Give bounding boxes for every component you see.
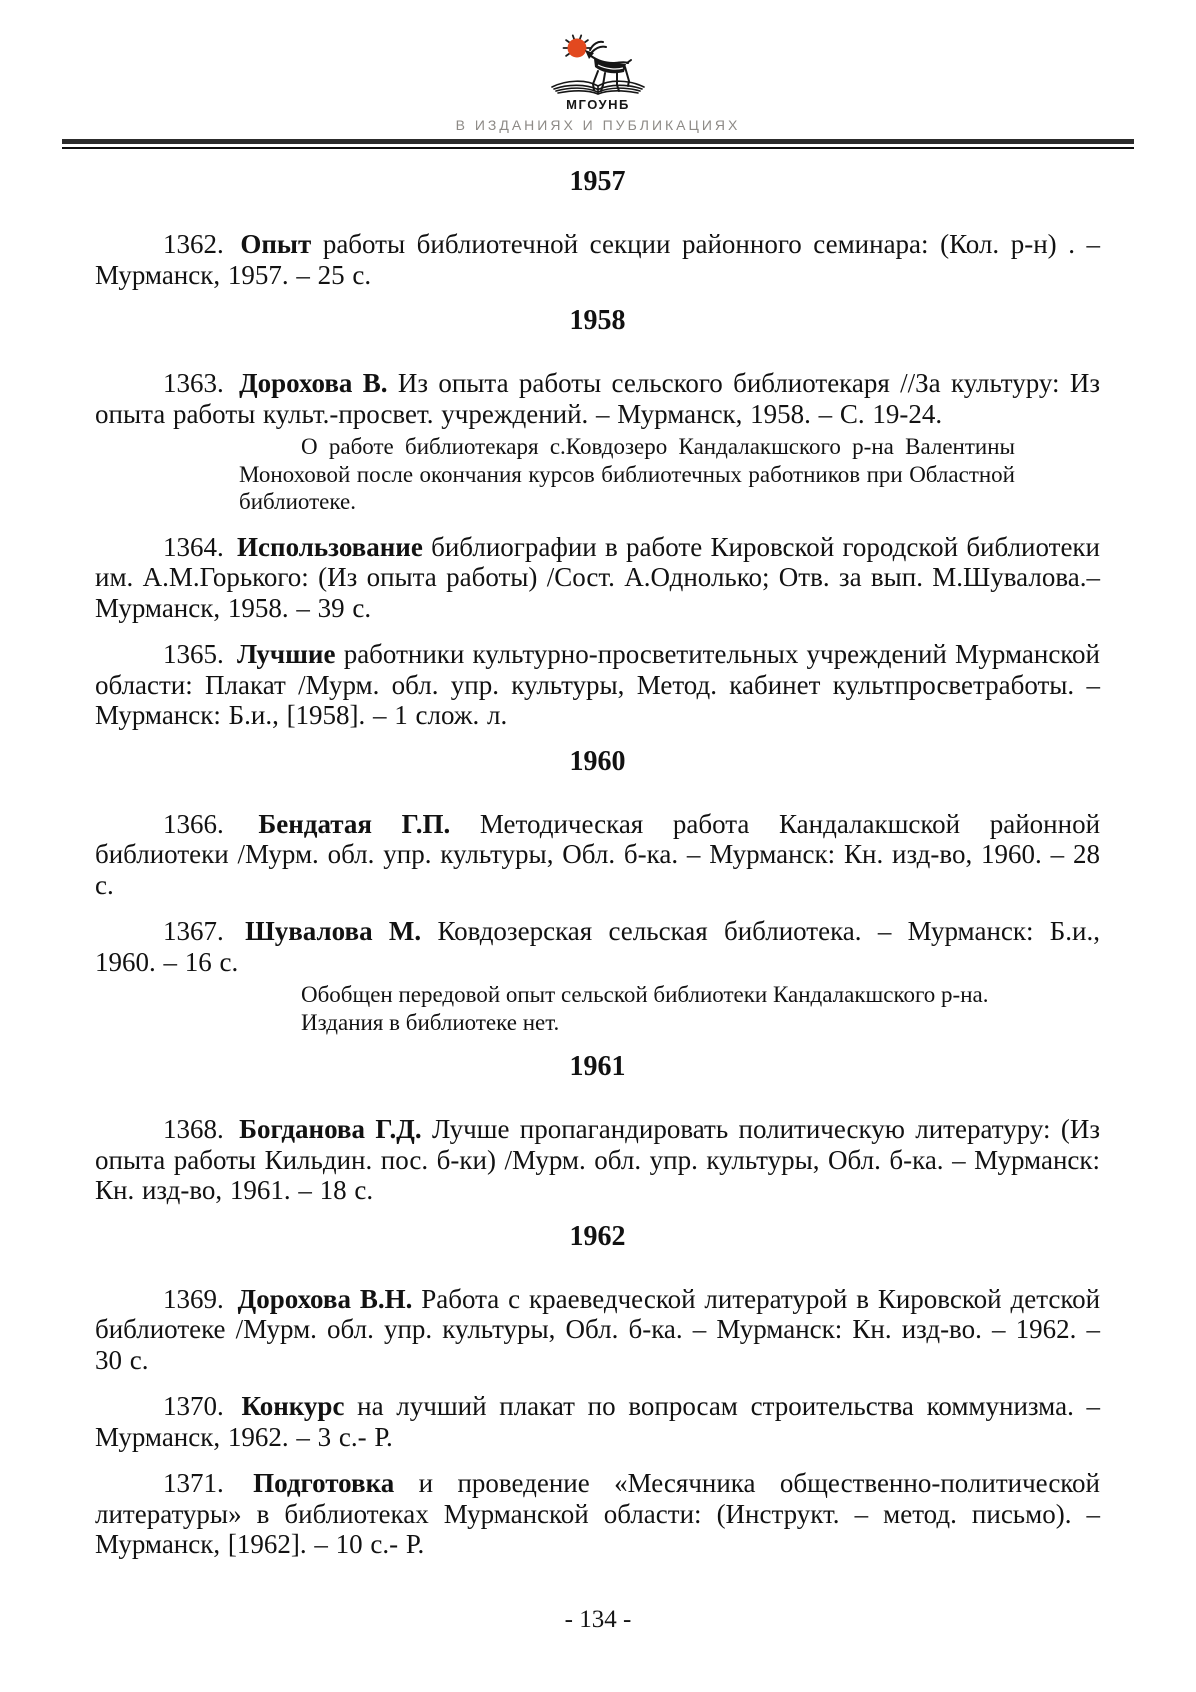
sun-icon (568, 39, 587, 58)
bibliography-content (95, 167, 1100, 1560)
entry-lead: Бендатая Г.П. (258, 808, 451, 839)
entry-1362 (95, 229, 1100, 290)
entry-paragraph (95, 639, 1100, 731)
entry-number: 1366. (163, 808, 224, 839)
entry-notes (239, 981, 1015, 1036)
header-subtitle: В ИЗДАНИЯХ И ПУБЛИКАЦИЯХ (455, 117, 741, 133)
entry-paragraph (95, 916, 1100, 977)
entry-body-text: Ковдозерская сельская библиотека. – Мурманск: Б.и., 1960. – 16 с. (95, 916, 1101, 977)
entry-lead: Конкурс (241, 1391, 345, 1421)
entry-paragraph (95, 1391, 1100, 1452)
entry-1363 (95, 368, 1100, 516)
entry-lead: Лучшие (236, 639, 336, 669)
library-logo-icon (540, 34, 656, 96)
entry-paragraph (95, 1284, 1100, 1376)
entry-body-text: Из опыта работы сельского библиотекаря //За культуру: Из опыта работы культ.-просвет. учреждений. – Мурманск, 1958. – С. 19-24. (95, 368, 1101, 429)
entry-number: 1363. (163, 368, 224, 398)
entry-1370 (95, 1391, 1100, 1452)
year-heading-1961: 1961 (569, 1051, 626, 1082)
entry-number: 1370. (163, 1391, 224, 1421)
entry-paragraph (95, 1114, 1100, 1206)
entry-number: 1364. (163, 531, 224, 562)
entry-number: 1362. (163, 229, 224, 259)
entry-paragraph (95, 809, 1100, 901)
entry-body-text: работы библиотечной секции районного семинара: (Кол. р-н) . – Мурманск, 1957. – 25 с. (95, 229, 1101, 290)
masthead (0, 0, 1196, 133)
logo-acronym: МГОУНБ (566, 97, 630, 112)
entry-1366 (95, 809, 1100, 901)
header-divider (62, 139, 1134, 149)
entry-paragraph (95, 1468, 1100, 1560)
open-book-icon (552, 81, 644, 94)
entry-number: 1367. (163, 916, 224, 946)
entry-note: Обобщен передовой опыт сельской библиотеки Кандалакшского р-на. (301, 982, 989, 1007)
entry-lead: Подготовка (253, 1468, 395, 1498)
year-heading-1957: 1957 (569, 166, 626, 197)
year-heading-1962: 1962 (569, 1220, 626, 1252)
entry-body-text: и проведение «Месячника общественно-политической литературы» в библиотеках Мурманской области: (Инструкт. – метод. письмо). – Мурманск, [1962]. – 10 с.- Р. (95, 1468, 1100, 1559)
entry-1364 (95, 532, 1100, 624)
entry-body-text: на лучший плакат по вопросам строительства коммунизма. – Мурманск, 1962. – 3 с.- Р. (95, 1391, 1101, 1452)
entry-notes (239, 433, 1015, 516)
year-heading-1960: 1960 (569, 745, 626, 777)
entry-lead: Использование (237, 531, 423, 562)
entry-lead: Опыт (240, 229, 312, 259)
entry-note: Издания в библиотеке нет. (301, 1009, 560, 1035)
entry-1371 (95, 1468, 1100, 1560)
entry-note: О работе библиотекаря с.Ковдозеро Кандалакшского р-на Валентины Моноховой после окончания курсов библиотечных работников при Областной библиотеке. (239, 434, 1015, 514)
entry-1368 (95, 1114, 1100, 1206)
year-heading-1958: 1958 (569, 305, 626, 336)
entry-paragraph (95, 368, 1100, 429)
entry-number: 1368. (163, 1114, 224, 1144)
entry-body-text: работники культурно-просветительных учреждений Мурманской области: Плакат /Мурм. обл. упр. культуры, Метод. кабинет культпросветработы. – Мурманск: Б.и., [1958]. – 1 слож. л. (95, 639, 1100, 730)
entry-1369 (95, 1284, 1100, 1376)
entry-number: 1365. (163, 639, 224, 669)
entry-lead: Дорохова В. (239, 368, 388, 398)
entry-body-text: Методическая работа Кандалакшской районной библиотеки /Мурм. обл. упр. культуры, Обл. б-ка. – Мурманск: Кн. изд-во, 1960. – 28 с. (95, 808, 1101, 900)
entry-number: 1369. (163, 1283, 224, 1314)
entry-lead: Богданова Г.Д. (239, 1114, 422, 1144)
entry-lead: Дорохова В.Н. (237, 1283, 413, 1314)
page-number: - 134 - (564, 1606, 632, 1633)
entry-body-text: Работа с краеведческой литературой в Кировской детской библиотеке /Мурм. обл. упр. культуры, Обл. б-ка. – Мурманск: Кн. изд-во. – 1962. – 30 с. (95, 1283, 1101, 1375)
entry-lead: Шувалова М. (245, 916, 422, 946)
entry-body-text: Лучше пропагандировать политическую литературу: (Из опыта работы Кильдин. пос. б-ки) /Мурм. обл. упр. культуры, Обл. б-ка. – Мурманск: Кн. изд-во, 1961. – 18 с. (95, 1114, 1100, 1205)
entry-number: 1371. (163, 1468, 224, 1498)
entry-1365 (95, 639, 1100, 731)
entry-body-text: библиографии в работе Кировской городской библиотеки им. А.М.Горького: (Из опыта работы) /Сост. А.Однолько; Отв. за вып. М.Шувалова.– Мурманск, 1958. – 39 с. (95, 531, 1100, 623)
entry-1367 (95, 916, 1100, 1036)
entry-paragraph (95, 229, 1100, 290)
entry-paragraph (95, 532, 1100, 624)
